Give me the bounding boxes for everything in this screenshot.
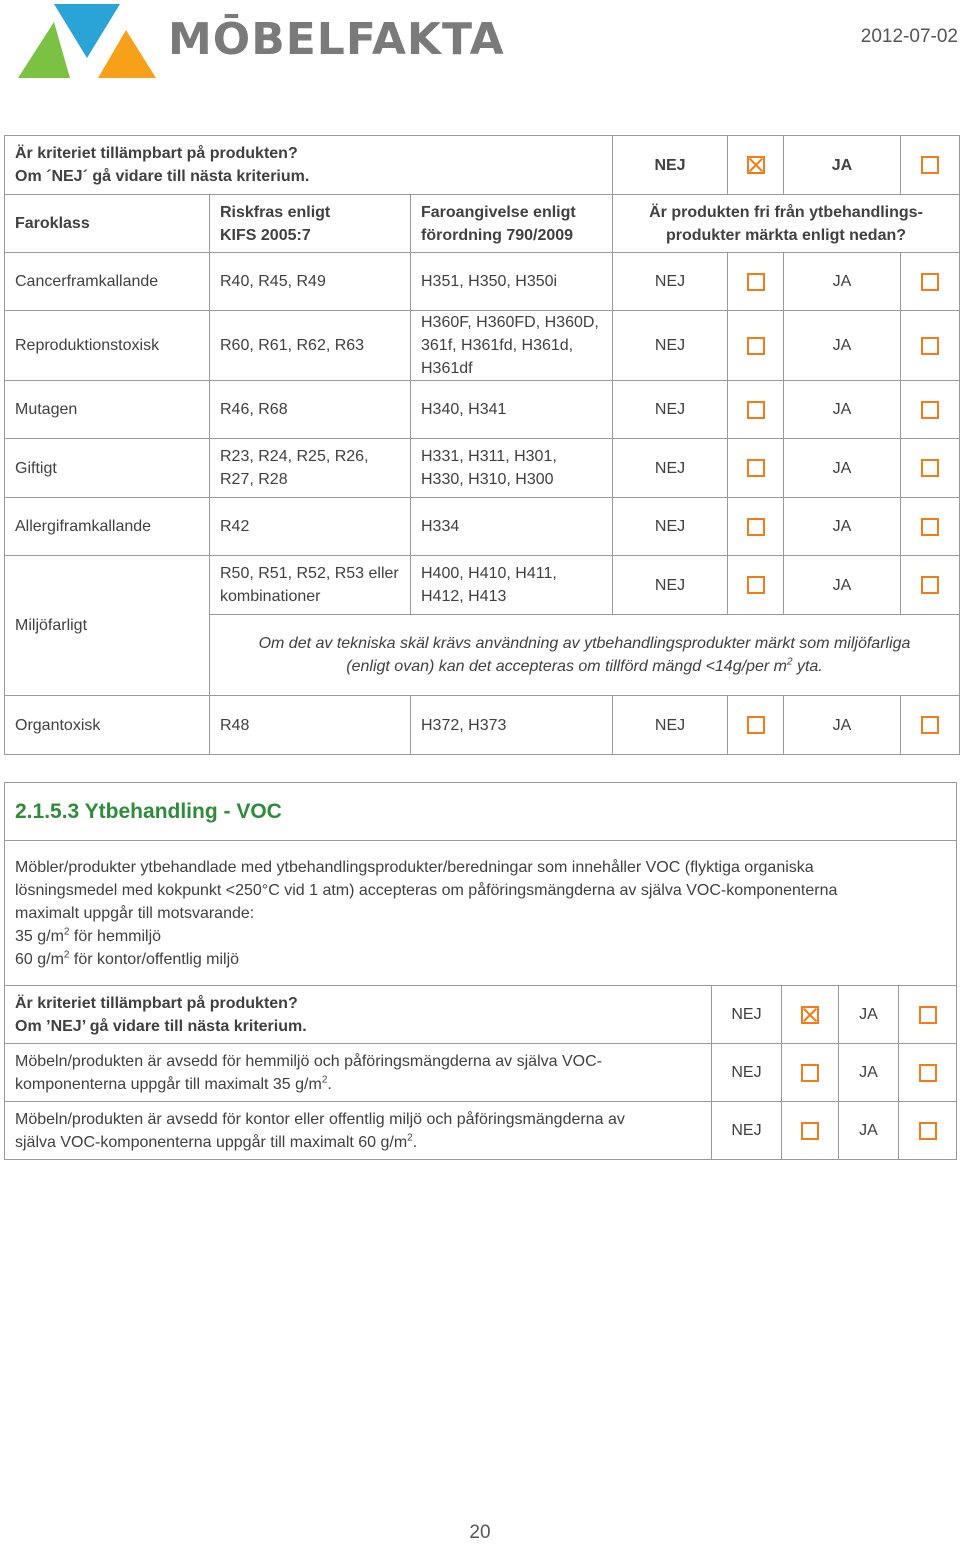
applicability-row bbox=[5, 136, 960, 195]
yes-label: JA bbox=[784, 556, 901, 615]
hazard-row bbox=[5, 253, 960, 311]
hazard-name: Giftigt bbox=[5, 439, 210, 498]
hazard-name: Mutagen bbox=[5, 381, 210, 439]
risk-phrases: R40, R45, R49 bbox=[210, 253, 411, 311]
column-header-row bbox=[5, 195, 960, 253]
yes-checkbox[interactable] bbox=[901, 253, 960, 311]
hazard-statements: H360F, H360FD, H360D, 361f, H361fd, H361d, H361df bbox=[411, 311, 613, 381]
checkbox-icon bbox=[801, 1064, 819, 1082]
office-no-checkbox[interactable] bbox=[782, 1102, 839, 1160]
no-checkbox[interactable] bbox=[728, 381, 784, 439]
no-checkbox[interactable] bbox=[728, 556, 784, 615]
hazard-statements: H340, H341 bbox=[411, 381, 613, 439]
applicable-no-checkbox[interactable] bbox=[728, 136, 784, 195]
yes-label: JA bbox=[839, 986, 899, 1044]
checked-box-icon bbox=[747, 156, 765, 174]
hazard-row bbox=[5, 696, 960, 755]
hazard-name: Reproduktionstoxisk bbox=[5, 311, 210, 381]
hazard-statements: H400, H410, H411, H412, H413 bbox=[411, 556, 613, 615]
checkbox-icon bbox=[921, 156, 939, 174]
checkbox-icon bbox=[921, 401, 939, 419]
risk-phrases: R50, R51, R52, R53 eller kombinationer bbox=[210, 556, 411, 615]
yes-checkbox[interactable] bbox=[901, 498, 960, 556]
checkbox-icon bbox=[747, 716, 765, 734]
checkbox-icon bbox=[747, 459, 765, 477]
no-label: NEJ bbox=[712, 1044, 782, 1102]
hazard-name: Miljöfarligt bbox=[5, 556, 210, 696]
yes-checkbox[interactable] bbox=[901, 439, 960, 498]
yes-checkbox[interactable] bbox=[901, 696, 960, 755]
no-label: NEJ bbox=[613, 311, 728, 381]
checkbox-icon bbox=[747, 401, 765, 419]
applicability-question: Är kriteriet tillämpbart på produkten? Om ´NEJ´ gå vidare till nästa kriterium. bbox=[5, 136, 613, 195]
risk-phrases: R60, R61, R62, R63 bbox=[210, 311, 411, 381]
hazard-name: Cancerframkallande bbox=[5, 253, 210, 311]
office-yes-checkbox[interactable] bbox=[899, 1102, 957, 1160]
yes-checkbox[interactable] bbox=[901, 381, 960, 439]
voc-description-row bbox=[5, 841, 957, 986]
voc-description: Möbler/produkter ytbehandlade med ytbehandlingsprodukter/beredningar som innehåller VOC (flyktiga organiska lösningsmedel med kokpunkt <250°C vid 1 atm) accepteras om påföringsmängderna av själva VOC-komponenterna maximalt uppgår till motsvarande: 35 $g/m^2$ för hemmiljö 60 $g/m^2$ för kontor/offentlig miljö bbox=[5, 841, 957, 986]
no-checkbox[interactable] bbox=[728, 696, 784, 755]
no-checkbox[interactable] bbox=[728, 498, 784, 556]
home-no-checkbox[interactable] bbox=[782, 1044, 839, 1102]
applicability-question: Är kriteriet tillämpbart på produkten? Om ’NEJ’ gå vidare till nästa kriterium. bbox=[5, 986, 712, 1044]
no-label: NEJ bbox=[613, 253, 728, 311]
yes-checkbox[interactable] bbox=[901, 311, 960, 381]
yes-label: JA bbox=[839, 1044, 899, 1102]
voc-title-row bbox=[5, 783, 957, 841]
checkbox-icon bbox=[919, 1122, 937, 1140]
checked-box-icon bbox=[801, 1006, 819, 1024]
checkbox-icon bbox=[747, 337, 765, 355]
no-label: NEJ bbox=[712, 986, 782, 1044]
yes-label: JA bbox=[784, 311, 901, 381]
header-free-from: Är produkten fri från ytbehandlings- produkter märkta enligt nedan? bbox=[613, 195, 960, 253]
no-label: NEJ bbox=[613, 136, 728, 195]
no-label: NEJ bbox=[613, 696, 728, 755]
no-label: NEJ bbox=[613, 556, 728, 615]
yes-label: JA bbox=[784, 498, 901, 556]
mobelfakta-logo-icon bbox=[14, 0, 164, 82]
risk-phrases: R42 bbox=[210, 498, 411, 556]
checkbox-icon bbox=[747, 576, 765, 594]
risk-phrases: R48 bbox=[210, 696, 411, 755]
yes-label: JA bbox=[784, 253, 901, 311]
risk-phrases: R46, R68 bbox=[210, 381, 411, 439]
no-label: NEJ bbox=[613, 381, 728, 439]
checkbox-icon bbox=[921, 459, 939, 477]
yes-label: JA bbox=[839, 1102, 899, 1160]
applicable-no-checkbox[interactable] bbox=[782, 986, 839, 1044]
office-criterion-text: Möbeln/produkten är avsedd för kontor eller offentlig miljö och påföringsmängderna av själva VOC-komponenterna uppgår till maximalt 60 $g/m^2$. bbox=[5, 1102, 712, 1160]
environment-exception-note: Om det av tekniska skäl krävs användning av ytbehandlingsprodukter märkt som miljöfarliga (enligt ovan) kan det accepteras om tillförd mängd <14g/per $m^2$ yta. bbox=[210, 615, 960, 696]
checkbox-icon bbox=[919, 1064, 937, 1082]
no-checkbox[interactable] bbox=[728, 439, 784, 498]
checkbox-icon bbox=[801, 1122, 819, 1140]
checkbox-icon bbox=[919, 1006, 937, 1024]
no-checkbox[interactable] bbox=[728, 253, 784, 311]
no-label: NEJ bbox=[613, 498, 728, 556]
yes-checkbox[interactable] bbox=[901, 556, 960, 615]
brand-wordmark: MŌBELFAKTA bbox=[168, 14, 505, 65]
voc-criterion-table bbox=[4, 782, 957, 1160]
header-hazard-statement: Faroangivelse enligt förordning 790/2009 bbox=[411, 195, 613, 253]
hazard-row bbox=[5, 311, 960, 381]
logo-orange-triangle bbox=[98, 30, 156, 78]
hazard-classification-table bbox=[4, 135, 960, 755]
hazard-name: Allergiframkallande bbox=[5, 498, 210, 556]
hazard-row bbox=[5, 498, 960, 556]
checkbox-icon bbox=[921, 337, 939, 355]
header-hazard-class: Faroklass bbox=[5, 195, 210, 253]
checkbox-icon bbox=[921, 576, 939, 594]
checkbox-icon bbox=[921, 716, 939, 734]
hazard-statements: H334 bbox=[411, 498, 613, 556]
risk-phrases: R23, R24, R25, R26, R27, R28 bbox=[210, 439, 411, 498]
home-yes-checkbox[interactable] bbox=[899, 1044, 957, 1102]
checkbox-icon bbox=[921, 273, 939, 291]
home-criterion-text: Möbeln/produkten är avsedd för hemmiljö och påföringsmängderna av själva VOC- komponenterna uppgår till maximalt 35 $g/m^2$. bbox=[5, 1044, 712, 1102]
logo-blue-triangle bbox=[54, 4, 120, 58]
hazard-row bbox=[5, 381, 960, 439]
hazard-row bbox=[5, 556, 960, 615]
hazard-name: Organtoxisk bbox=[5, 696, 210, 755]
no-label: NEJ bbox=[712, 1102, 782, 1160]
voc-home-row bbox=[5, 1044, 957, 1102]
yes-label: JA bbox=[784, 136, 901, 195]
applicable-yes-checkbox[interactable] bbox=[899, 986, 957, 1044]
yes-label: JA bbox=[784, 696, 901, 755]
page-number: 20 bbox=[469, 1522, 491, 1543]
hazard-statements: H331, H311, H301, H330, H310, H300 bbox=[411, 439, 613, 498]
document-date: 2012-07-02 bbox=[860, 26, 958, 47]
no-checkbox[interactable] bbox=[728, 311, 784, 381]
applicable-yes-checkbox[interactable] bbox=[901, 136, 960, 195]
hazard-statements: H372, H373 bbox=[411, 696, 613, 755]
hazard-row bbox=[5, 439, 960, 498]
voc-applicability-row bbox=[5, 986, 957, 1044]
page-header bbox=[0, 0, 960, 90]
checkbox-icon bbox=[747, 273, 765, 291]
logo-green-triangle bbox=[18, 22, 70, 78]
yes-label: JA bbox=[784, 381, 901, 439]
hazard-statements: H351, H350, H350i bbox=[411, 253, 613, 311]
header-risk-phrase: Riskfras enligt KIFS 2005:7 bbox=[210, 195, 411, 253]
checkbox-icon bbox=[921, 518, 939, 536]
checkbox-icon bbox=[747, 518, 765, 536]
yes-label: JA bbox=[784, 439, 901, 498]
section-title: 2.1.5.3 Ytbehandling - VOC bbox=[5, 783, 957, 841]
no-label: NEJ bbox=[613, 439, 728, 498]
voc-office-row bbox=[5, 1102, 957, 1160]
